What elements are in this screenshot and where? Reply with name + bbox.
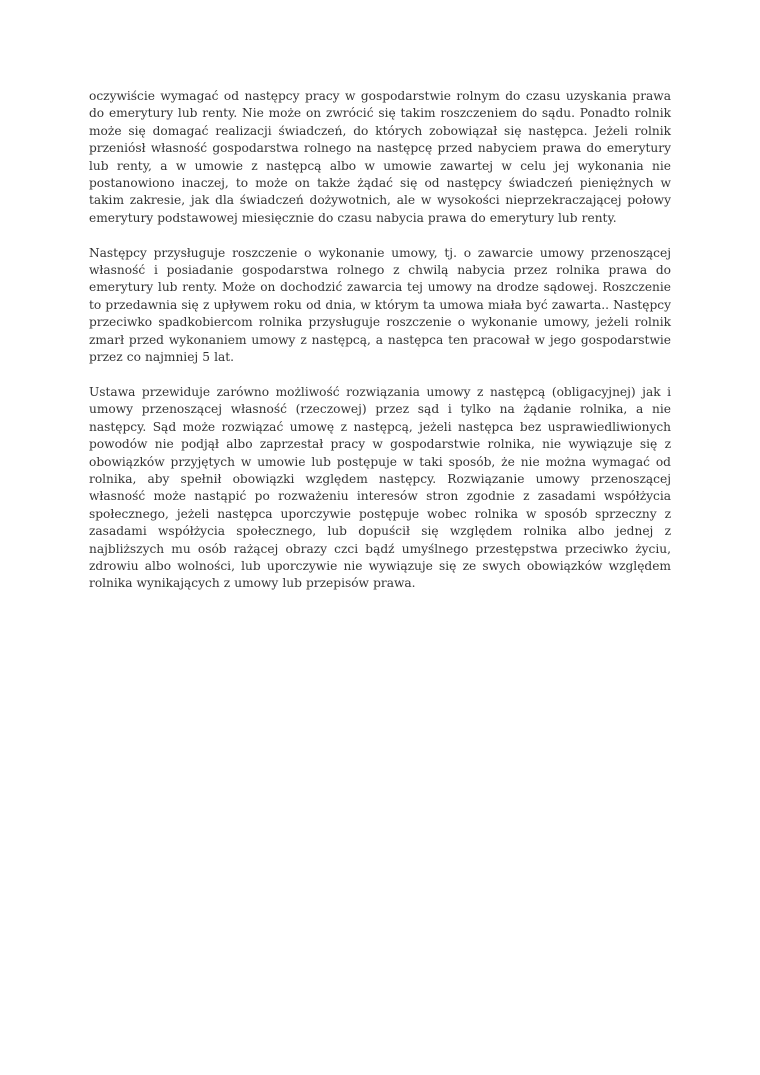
paragraph-3: Ustawa przewiduje zarówno możliwość rozwiązania umowy z następcą (obligacyjnej) jak i umowy przenoszącej własność (rzeczowej) przez sąd i tylko na żądanie rolnika, a nie następcy. Sąd może rozwiązać umowę z następcą, jeżeli następca bez usprawiedliwionych powodów nie podjął albo zaprzestał pracy w gospodarstwie rolnika, nie wywiązuje się z obowiązków przyjętych w umowie lub postępuje w taki sposób, że nie można wymagać od rolnika, aby spełnił obowiązki względem następcy. Rozwiązanie umowy przenoszącej własność może nastąpić po rozważeniu interesów stron zgodnie z zasadami współżycia społecznego, jeżeli następca uporczywie postępuje wobec rolnika w sposób sprzeczny z zasadami współżycia społecznego, lub dopuścił się względem rolnika albo jednej z najbliższych mu osób rażącej obrazy czci bądź umyślnego przestępstwa przeciwko życiu, zdrowiu albo wolności, lub uporczywie nie wywiązuje się ze swych obowiązków względem rolnika wynikających z umowy lub przepisów prawa.: [89, 384, 671, 591]
paragraph-1: oczywiście wymagać od następcy pracy w gospodarstwie rolnym do czasu uzyskania prawa do emerytury lub renty. Nie może on zwrócić się takim roszczeniem do sądu. Ponadto rolnik może się domagać realizacji świadczeń, do których zobowiązał się następca. Jeżeli rolnik przeniósł własność gospodarstwa rolnego na następcę przed nabyciem prawa do emerytury lub renty, a w umowie z następcą albo w umowie zawartej w celu jej wykonania nie postanowiono inaczej, to może on także żądać się od następcy świadczeń pieniężnych w takim zakresie, jak dla świadczeń dożywotnich, ale w wysokości nieprzekraczającej połowy emerytury podstawowej miesięcznie do czasu nabycia prawa do emerytury lub renty.: [89, 89, 671, 225]
paragraph-2: Następcy przysługuje roszczenie o wykonanie umowy, tj. o zawarcie umowy przenoszącej własność i posiadanie gospodarstwa rolnego z chwilą nabycia przez rolnika prawa do emerytury lub renty. Może on dochodzić zawarcia tej umowy na drodze sądowej. Roszczenie to przedawnia się z upływem roku od dnia, w którym ta umowa miała być zawarta.. Następcy przeciwko spadkobiercom rolnika przysługuje roszczenie o wykonanie umowy, jeżeli rolnik zmarł przed wykonaniem umowy z następcą, a następca ten pracował w jego gospodarstwie przez co najmniej 5 lat.: [89, 245, 671, 365]
text-column: [89, 88, 671, 610]
